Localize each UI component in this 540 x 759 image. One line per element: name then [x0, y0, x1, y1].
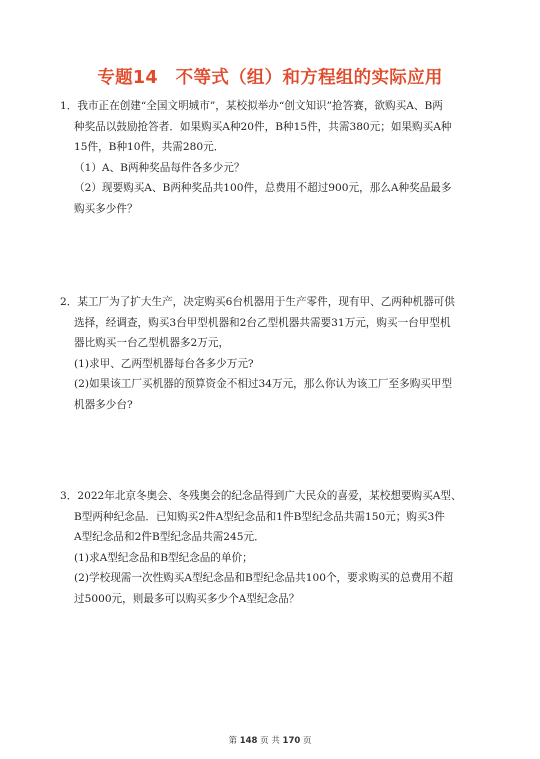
problem-2-question-1: (1)求甲、乙两型机器每台各多少万元?	[74, 357, 254, 370]
problem-3	[60, 486, 492, 609]
problem-1-line-2: 种奖品以鼓励抢答者．如果购买A种20件，B种15件，共需380元；如果购买A种	[74, 120, 452, 133]
problem-1-question-1: （1）A、B两种奖品每件各多少元？	[74, 161, 245, 174]
problem-1-line-1: 1．我市正在创建“全国文明城市”，某校拟举办“创文知识”抢答赛，欲购买A、B两	[60, 100, 443, 112]
footer-prefix: 第	[228, 736, 237, 746]
page-footer	[0, 735, 540, 747]
problem-3-line-1: 3．2022年北京冬奥会、冬残奥会的纪念品得到广大民众的喜爱，某校想要购买A型、	[60, 490, 462, 502]
footer-middle: 页 共	[260, 736, 280, 746]
problem-1-line-3: 15件，B种10件，共需280元．	[74, 141, 225, 153]
footer-page-number: 148	[239, 736, 258, 746]
problem-2	[60, 292, 492, 415]
problem-3-question-1: (1)求A型纪念品和B型纪念品的单价；	[74, 551, 253, 564]
problem-2-question-2-cont: 机器多少台?	[74, 398, 133, 411]
problem-2-line-2: 选择，经调查，购买3台甲型机器和2台乙型机器共需要31万元，购买一台甲型机	[74, 316, 451, 329]
footer-suffix: 页	[303, 736, 312, 746]
problem-3-line-3: A型纪念品和2件B型纪念品共需245元．	[74, 531, 265, 543]
footer-total-pages: 170	[282, 736, 301, 746]
problem-2-line-3: 器比购买一台乙型机器多2万元，	[74, 337, 230, 349]
problem-3-line-2: B型两种纪念品．已知购买2件A型纪念品和1件B型纪念品共需150元；购买3件	[74, 510, 445, 523]
page-title: 专题14 不等式（组）和方程组的实际应用	[97, 68, 443, 88]
problem-2-question-2: (2)如果该工厂买机器的预算资金不相过34万元，那么你认为该工厂至多购买甲型	[74, 378, 453, 390]
problem-3-question-2-cont: 过5000元，则最多可以购买多少个A型纪念品？	[74, 592, 300, 605]
problem-1	[60, 96, 492, 219]
problem-1-question-2: （2）现要购买A、B两种奖品共100件，总费用不超过900元，那么A种奖品最多	[74, 182, 452, 194]
problem-3-question-2: (2)学校现需一次性购买A型纪念品和B型纪念品共100个，要求购买的总费用不超	[74, 572, 454, 584]
problem-1-question-2-cont: 购买多少件？	[74, 202, 138, 215]
problem-2-line-1: 2．某工厂为了扩大生产，决定购买6台机器用于生产零件，现有甲、乙两种机器可供	[60, 296, 455, 308]
